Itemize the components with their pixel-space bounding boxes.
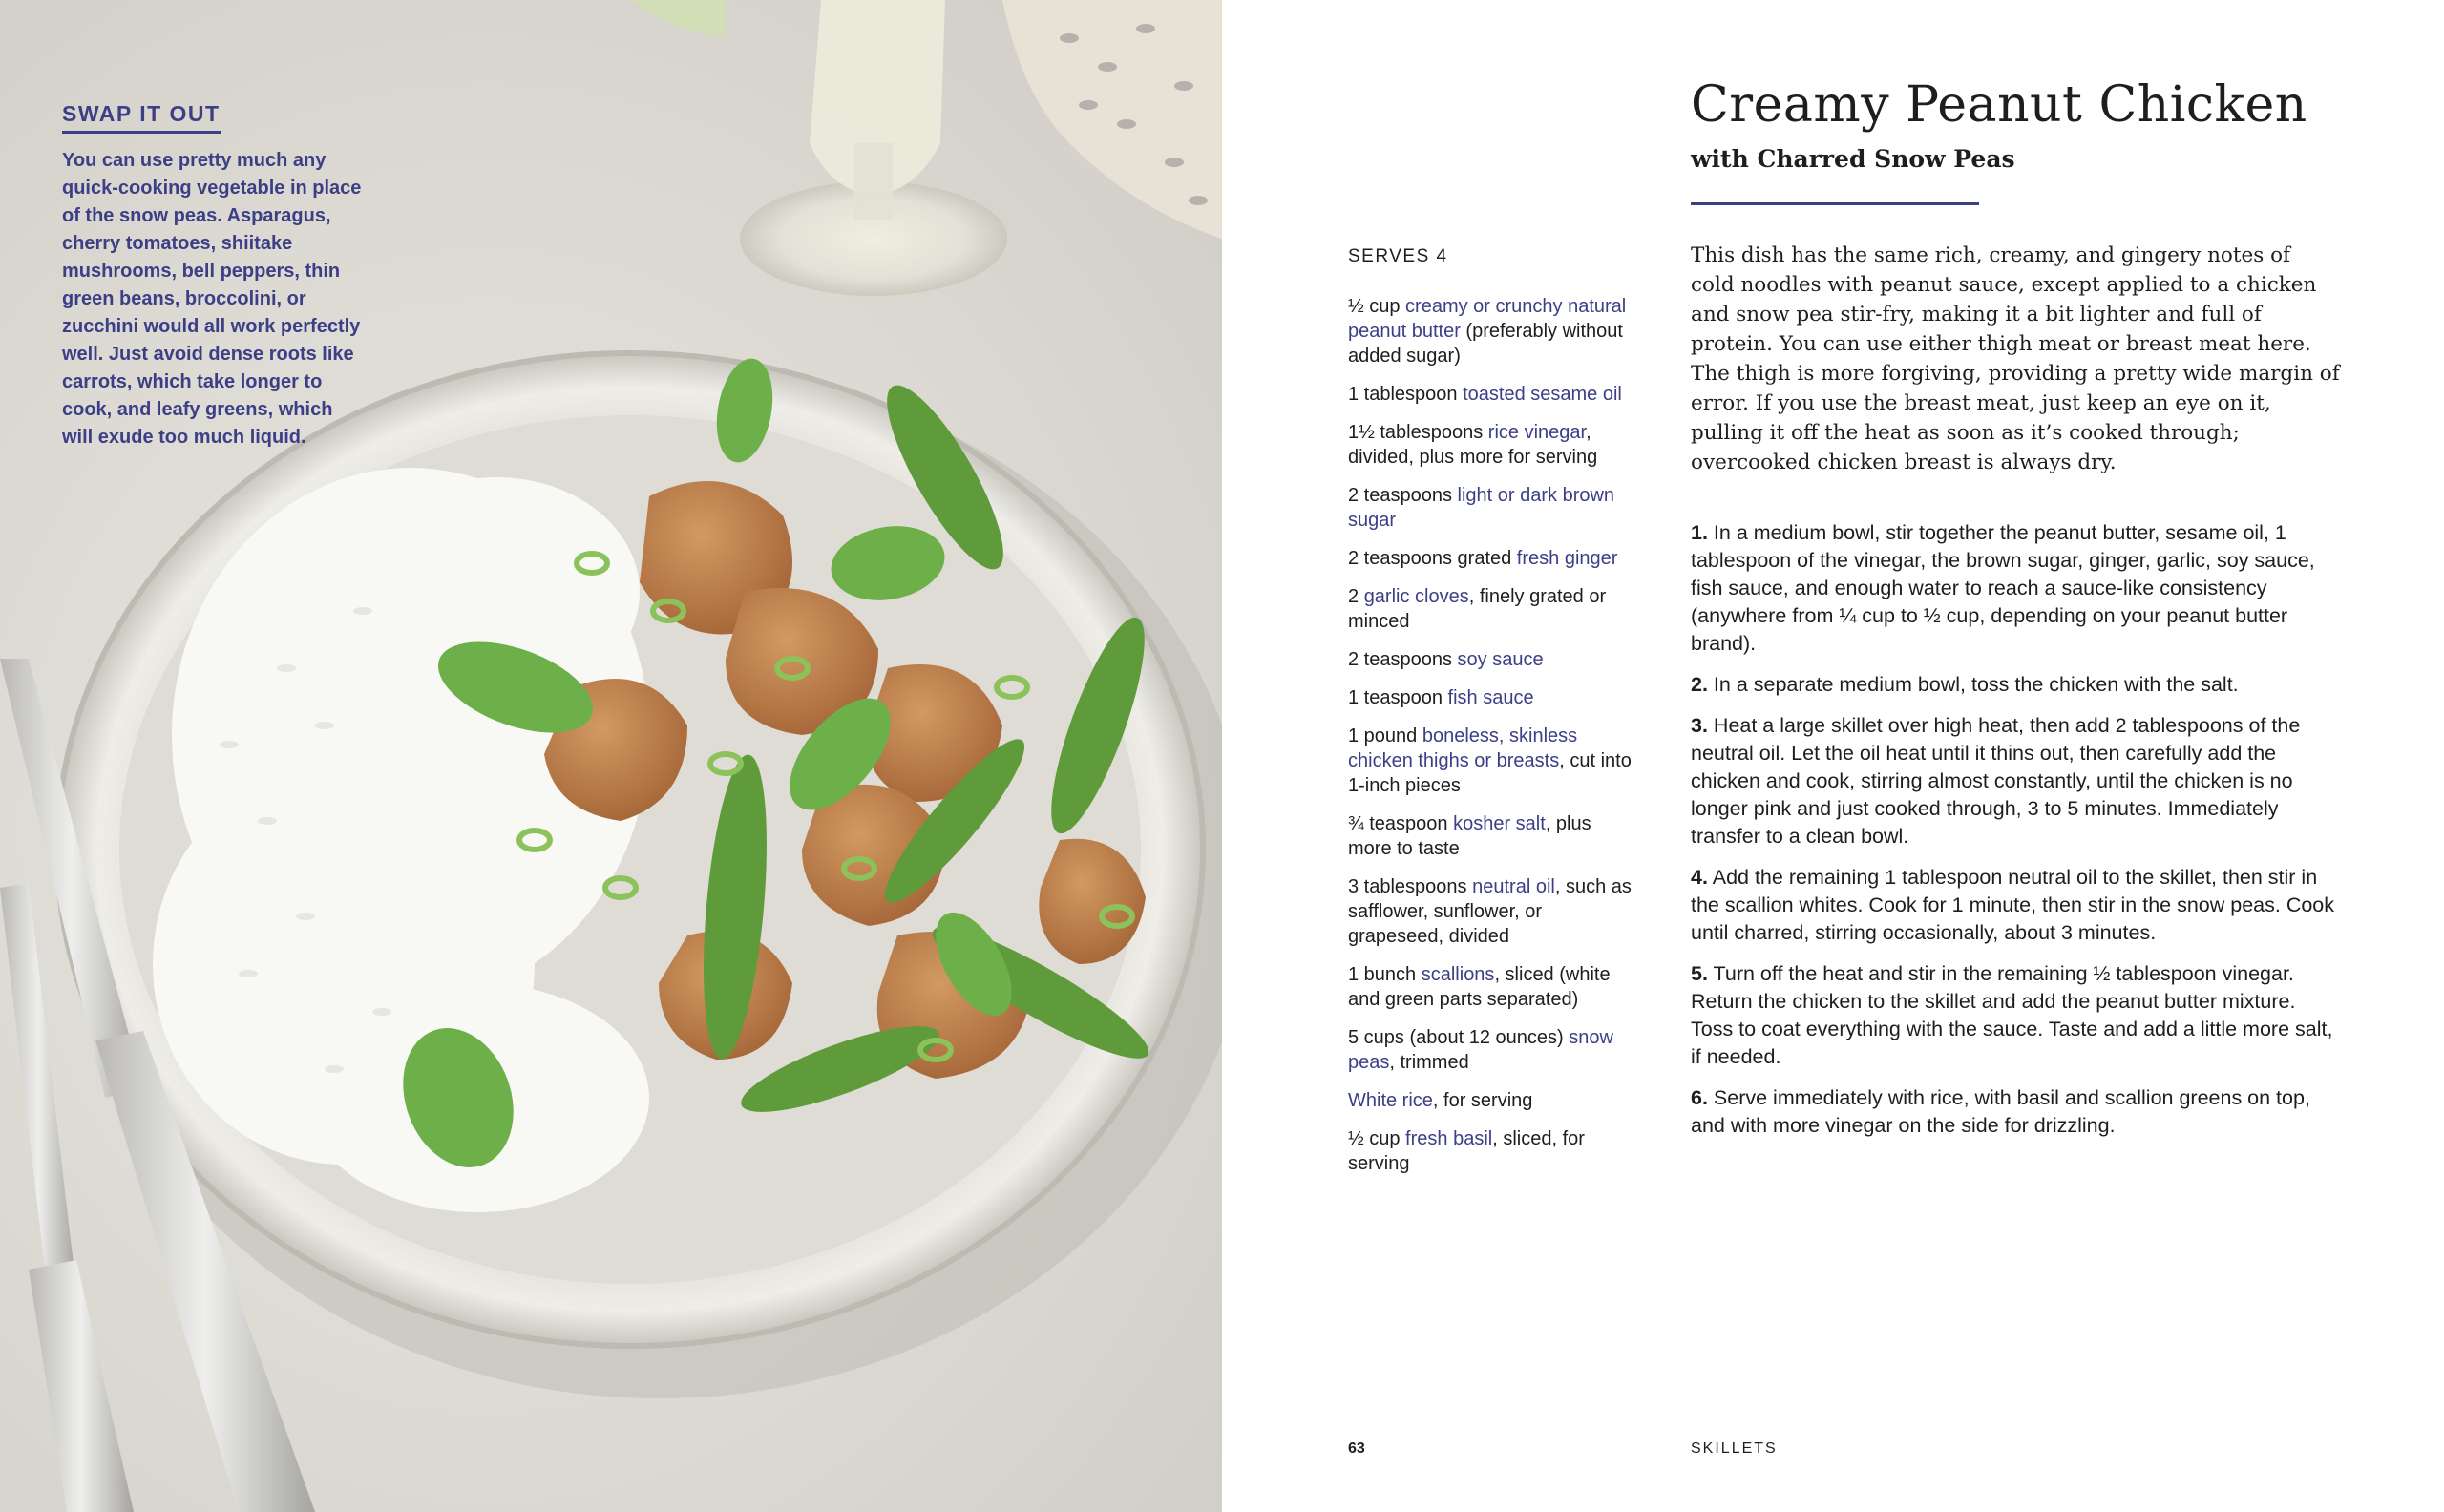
ingredient-item xyxy=(1348,811,1634,861)
ingredient-note: (preferably without added sugar) xyxy=(1348,321,1623,367)
ingredient-note: , cut into 1-inch pieces xyxy=(1348,750,1632,796)
ingredient-item xyxy=(1348,647,1634,672)
ingredient-name: light or dark brown sugar xyxy=(1348,485,1615,531)
serves-label: SERVES 4 xyxy=(1348,246,1448,266)
method-step xyxy=(1691,864,2340,947)
ingredient-item xyxy=(1348,382,1634,407)
step-text: In a medium bowl, stir together the peanut butter, sesame oil, 1 tablespoon of the vinegar, the brown sugar, ginger, garlic, soy sauce, fish sauce, and enough water to reach a sauce-like consistency (anywhere from ¼ cup to ½ cup, depending on your peanut butter brand). xyxy=(1691,521,2315,655)
method-step xyxy=(1691,712,2340,850)
ingredient-name: soy sauce xyxy=(1457,649,1544,670)
step-number: 6. xyxy=(1691,1086,1708,1109)
ingredient-note: , for serving xyxy=(1432,1090,1533,1111)
method-steps xyxy=(1691,519,2340,1153)
ingredient-quantity: 2 teaspoons xyxy=(1348,485,1458,506)
title-divider xyxy=(1691,202,1979,205)
ingredient-item xyxy=(1348,294,1634,368)
ingredient-name: snow peas xyxy=(1348,1027,1613,1073)
ingredient-note: , sliced, for serving xyxy=(1348,1128,1585,1174)
ingredient-item xyxy=(1348,874,1634,949)
recipe-subtitle: with Charred Snow Peas xyxy=(1691,145,2015,173)
ingredient-quantity: ¾ teaspoon xyxy=(1348,813,1454,834)
ingredient-name: rice vinegar xyxy=(1487,422,1587,443)
ingredient-name: neutral oil xyxy=(1472,876,1555,897)
ingredient-quantity: 3 tablespoons xyxy=(1348,876,1473,897)
ingredient-name: fresh ginger xyxy=(1516,548,1618,569)
ingredient-quantity: ½ cup xyxy=(1348,296,1406,317)
ingredient-item xyxy=(1348,724,1634,798)
ingredient-name: White rice xyxy=(1348,1090,1433,1111)
swap-it-out-sidebar xyxy=(62,101,368,452)
ingredient-note: , sliced (white and green parts separated) xyxy=(1348,964,1611,1010)
ingredient-name: garlic cloves xyxy=(1363,586,1469,607)
step-text: In a separate medium bowl, toss the chicken with the salt. xyxy=(1713,673,2239,696)
ingredient-item xyxy=(1348,546,1634,571)
page-number: 63 xyxy=(1348,1440,1365,1457)
step-number: 2. xyxy=(1691,673,1708,696)
method-step xyxy=(1691,960,2340,1071)
step-text: Turn off the heat and stir in the remaining ½ tablespoon vinegar. Return the chicken to the skillet and add the peanut butter mixture. Toss to coat everything with the sauce. Taste and add a little more salt, if needed. xyxy=(1691,962,2333,1068)
method-step xyxy=(1691,519,2340,658)
ingredient-item xyxy=(1348,1126,1634,1176)
ingredients-list xyxy=(1348,294,1634,1189)
ingredient-item xyxy=(1348,962,1634,1012)
ingredient-item xyxy=(1348,685,1634,710)
ingredient-name: fresh basil xyxy=(1405,1128,1493,1149)
ingredient-note: , finely grated or minced xyxy=(1348,586,1607,632)
ingredient-item xyxy=(1348,1088,1634,1113)
step-text: Add the remaining 1 tablespoon neutral oil to the skillet, then stir in the scallion whites. Cook for 1 minute, then stir in the snow peas. Cook until charred, stirring occasionally, about 3 minutes. xyxy=(1691,866,2335,944)
ingredient-note: , trimmed xyxy=(1389,1052,1469,1073)
recipe-intro: This dish has the same rich, creamy, and gingery notes of cold noodles with peanut sauce, except applied to a chicken and snow pea stir-fry, making it a bit lighter and full of protein. You can use either thigh meat or breast meat here. The thigh is more forgiving, providing a pretty wide margin of error. If you use the breast meat, just keep an eye on it, pulling it off the heat as soon as it’s cooked through; overcooked chicken breast is always dry. xyxy=(1691,243,2340,474)
ingredient-note: , plus more to taste xyxy=(1348,813,1591,859)
method-step xyxy=(1691,671,2340,699)
ingredient-quantity: ½ cup xyxy=(1348,1128,1406,1149)
ingredient-name: boneless, skinless chicken thighs or breasts xyxy=(1348,725,1578,771)
ingredient-quantity: 1½ tablespoons xyxy=(1348,422,1488,443)
ingredient-name: creamy or crunchy natural peanut butter xyxy=(1348,296,1627,342)
step-number: 3. xyxy=(1691,714,1708,737)
recipe-page xyxy=(1222,0,2444,1512)
ingredient-quantity: 1 bunch xyxy=(1348,964,1422,985)
running-footer: SKILLETS xyxy=(1691,1440,1778,1457)
ingredient-note: , divided, plus more for serving xyxy=(1348,422,1598,468)
ingredient-item xyxy=(1348,483,1634,533)
ingredient-quantity: 5 cups (about 12 ounces) xyxy=(1348,1027,1570,1048)
ingredient-quantity: 2 teaspoons grated xyxy=(1348,548,1517,569)
ingredient-name: fish sauce xyxy=(1447,687,1534,708)
step-text: Serve immediately with rice, with basil and scallion greens on top, and with more vinegar on the side for drizzling. xyxy=(1691,1086,2310,1137)
ingredient-note: , such as safflower, sunflower, or grapeseed, divided xyxy=(1348,876,1632,947)
ingredient-quantity: 2 teaspoons xyxy=(1348,649,1458,670)
step-number: 1. xyxy=(1691,521,1708,544)
step-number: 4. xyxy=(1691,866,1708,889)
ingredient-name: scallions xyxy=(1421,964,1495,985)
ingredient-quantity: 1 teaspoon xyxy=(1348,687,1448,708)
ingredient-quantity: 1 pound xyxy=(1348,725,1422,746)
ingredient-quantity: 1 tablespoon xyxy=(1348,384,1464,405)
ingredient-item xyxy=(1348,584,1634,634)
step-text: Heat a large skillet over high heat, then add 2 tablespoons of the neutral oil. Let the oil heat until it thins out, then carefully add the chicken and cook, stirring almost constantly, until the chicken is no longer pink and just cooked through, 3 to 5 minutes. Immediately transfer to a clean bowl. xyxy=(1691,714,2301,848)
ingredient-quantity: 2 xyxy=(1348,586,1364,607)
method-step xyxy=(1691,1084,2340,1140)
ingredient-name: toasted sesame oil xyxy=(1463,384,1622,405)
step-number: 5. xyxy=(1691,962,1708,985)
ingredient-name: kosher salt xyxy=(1453,813,1546,834)
sidebar-heading: SWAP IT OUT xyxy=(62,101,221,134)
ingredient-item xyxy=(1348,420,1634,470)
sidebar-text: You can use pretty much any quick-cooking vegetable in place of the snow peas. Asparagus, cherry tomatoes, shiitake mushrooms, bell peppers, thin green beans, broccolini, or zucchini would all work perfectly well. Just avoid dense roots like carrots, which take longer to cook, and leafy greens, which will exude too much liquid. xyxy=(62,150,362,448)
ingredient-item xyxy=(1348,1025,1634,1075)
recipe-title: Creamy Peanut Chicken xyxy=(1691,76,2307,134)
